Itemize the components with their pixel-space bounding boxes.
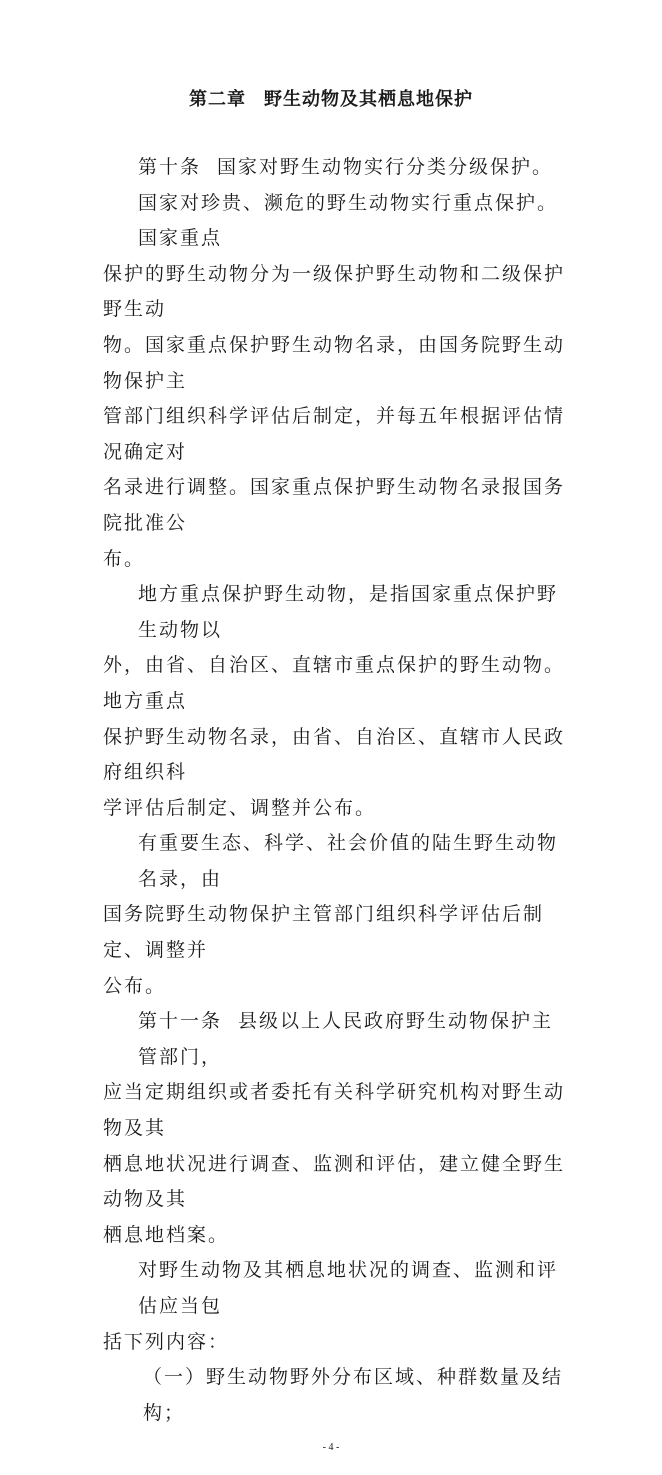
paragraph-line: 公布。 (103, 974, 167, 997)
paragraph-line: 括下列内容： (103, 1330, 230, 1353)
paragraph-line: 物。国家重点保护野生动物名录，由国务院野生动物保护主 (103, 333, 566, 392)
page-number: - 4 - (322, 1442, 340, 1454)
paragraph-line: 应当定期组织或者委托有关科学研究机构对野生动物及其 (103, 1081, 566, 1140)
paragraph-line: 保护的野生动物分为一级保护野生动物和二级保护野生动 (103, 262, 566, 321)
list-item: （一）野生动物野外分布区域、种群数量及结构； (143, 1366, 564, 1424)
chapter-number: 第二章 (189, 89, 246, 110)
chapter-title (0, 0, 662, 112)
chapter-name: 野生动物及其栖息地保护 (264, 89, 473, 110)
article-11-heading-line (103, 1004, 565, 1075)
article-number: 第十一条 (138, 1010, 223, 1033)
paragraph-line: 外，由省、自治区、直辖市重点保护的野生动物。地方重点 (103, 654, 566, 712)
document-body (103, 150, 565, 1431)
paragraph-line: 名录进行调整。国家重点保护野生动物名录报国务院批准公 (103, 476, 566, 534)
paragraph-line: 对野生动物及其栖息地状况的调查、监测和评估应当包 (138, 1259, 559, 1317)
article-text: 国家对野生动物实行分类分级保护。 (217, 156, 554, 178)
paragraph-line: 布。 (103, 547, 146, 570)
paragraph-line: 栖息地状况进行调查、监测和评估，建立健全野生动物及其 (103, 1152, 566, 1211)
article-number: 第十条 (138, 156, 202, 178)
paragraph-line: 国家对珍贵、濒危的野生动物实行重点保护。国家重点 (138, 191, 559, 250)
paragraph-line: 国务院野生动物保护主管部门组织科学评估后制定、调整并 (103, 903, 545, 962)
article-10-heading-line (103, 150, 565, 186)
paragraph-line: 管部门组织科学评估后制定，并每五年根据评估情况确定对 (103, 405, 566, 463)
paragraph-line: 保护野生动物名录，由省、自治区、直辖市人民政府组织科 (103, 725, 566, 784)
paragraph-line: 栖息地档案。 (103, 1223, 230, 1246)
paragraph-line: 学评估后制定、调整并公布。 (103, 796, 377, 819)
paragraph-line: 有重要生态、科学、社会价值的陆生野生动物名录，由 (138, 832, 559, 890)
article-text: 县级以上人民政府野生动物保护主管部门， (138, 1010, 554, 1068)
paragraph-line: 地方重点保护野生动物，是指国家重点保护野生动物以 (138, 583, 559, 641)
